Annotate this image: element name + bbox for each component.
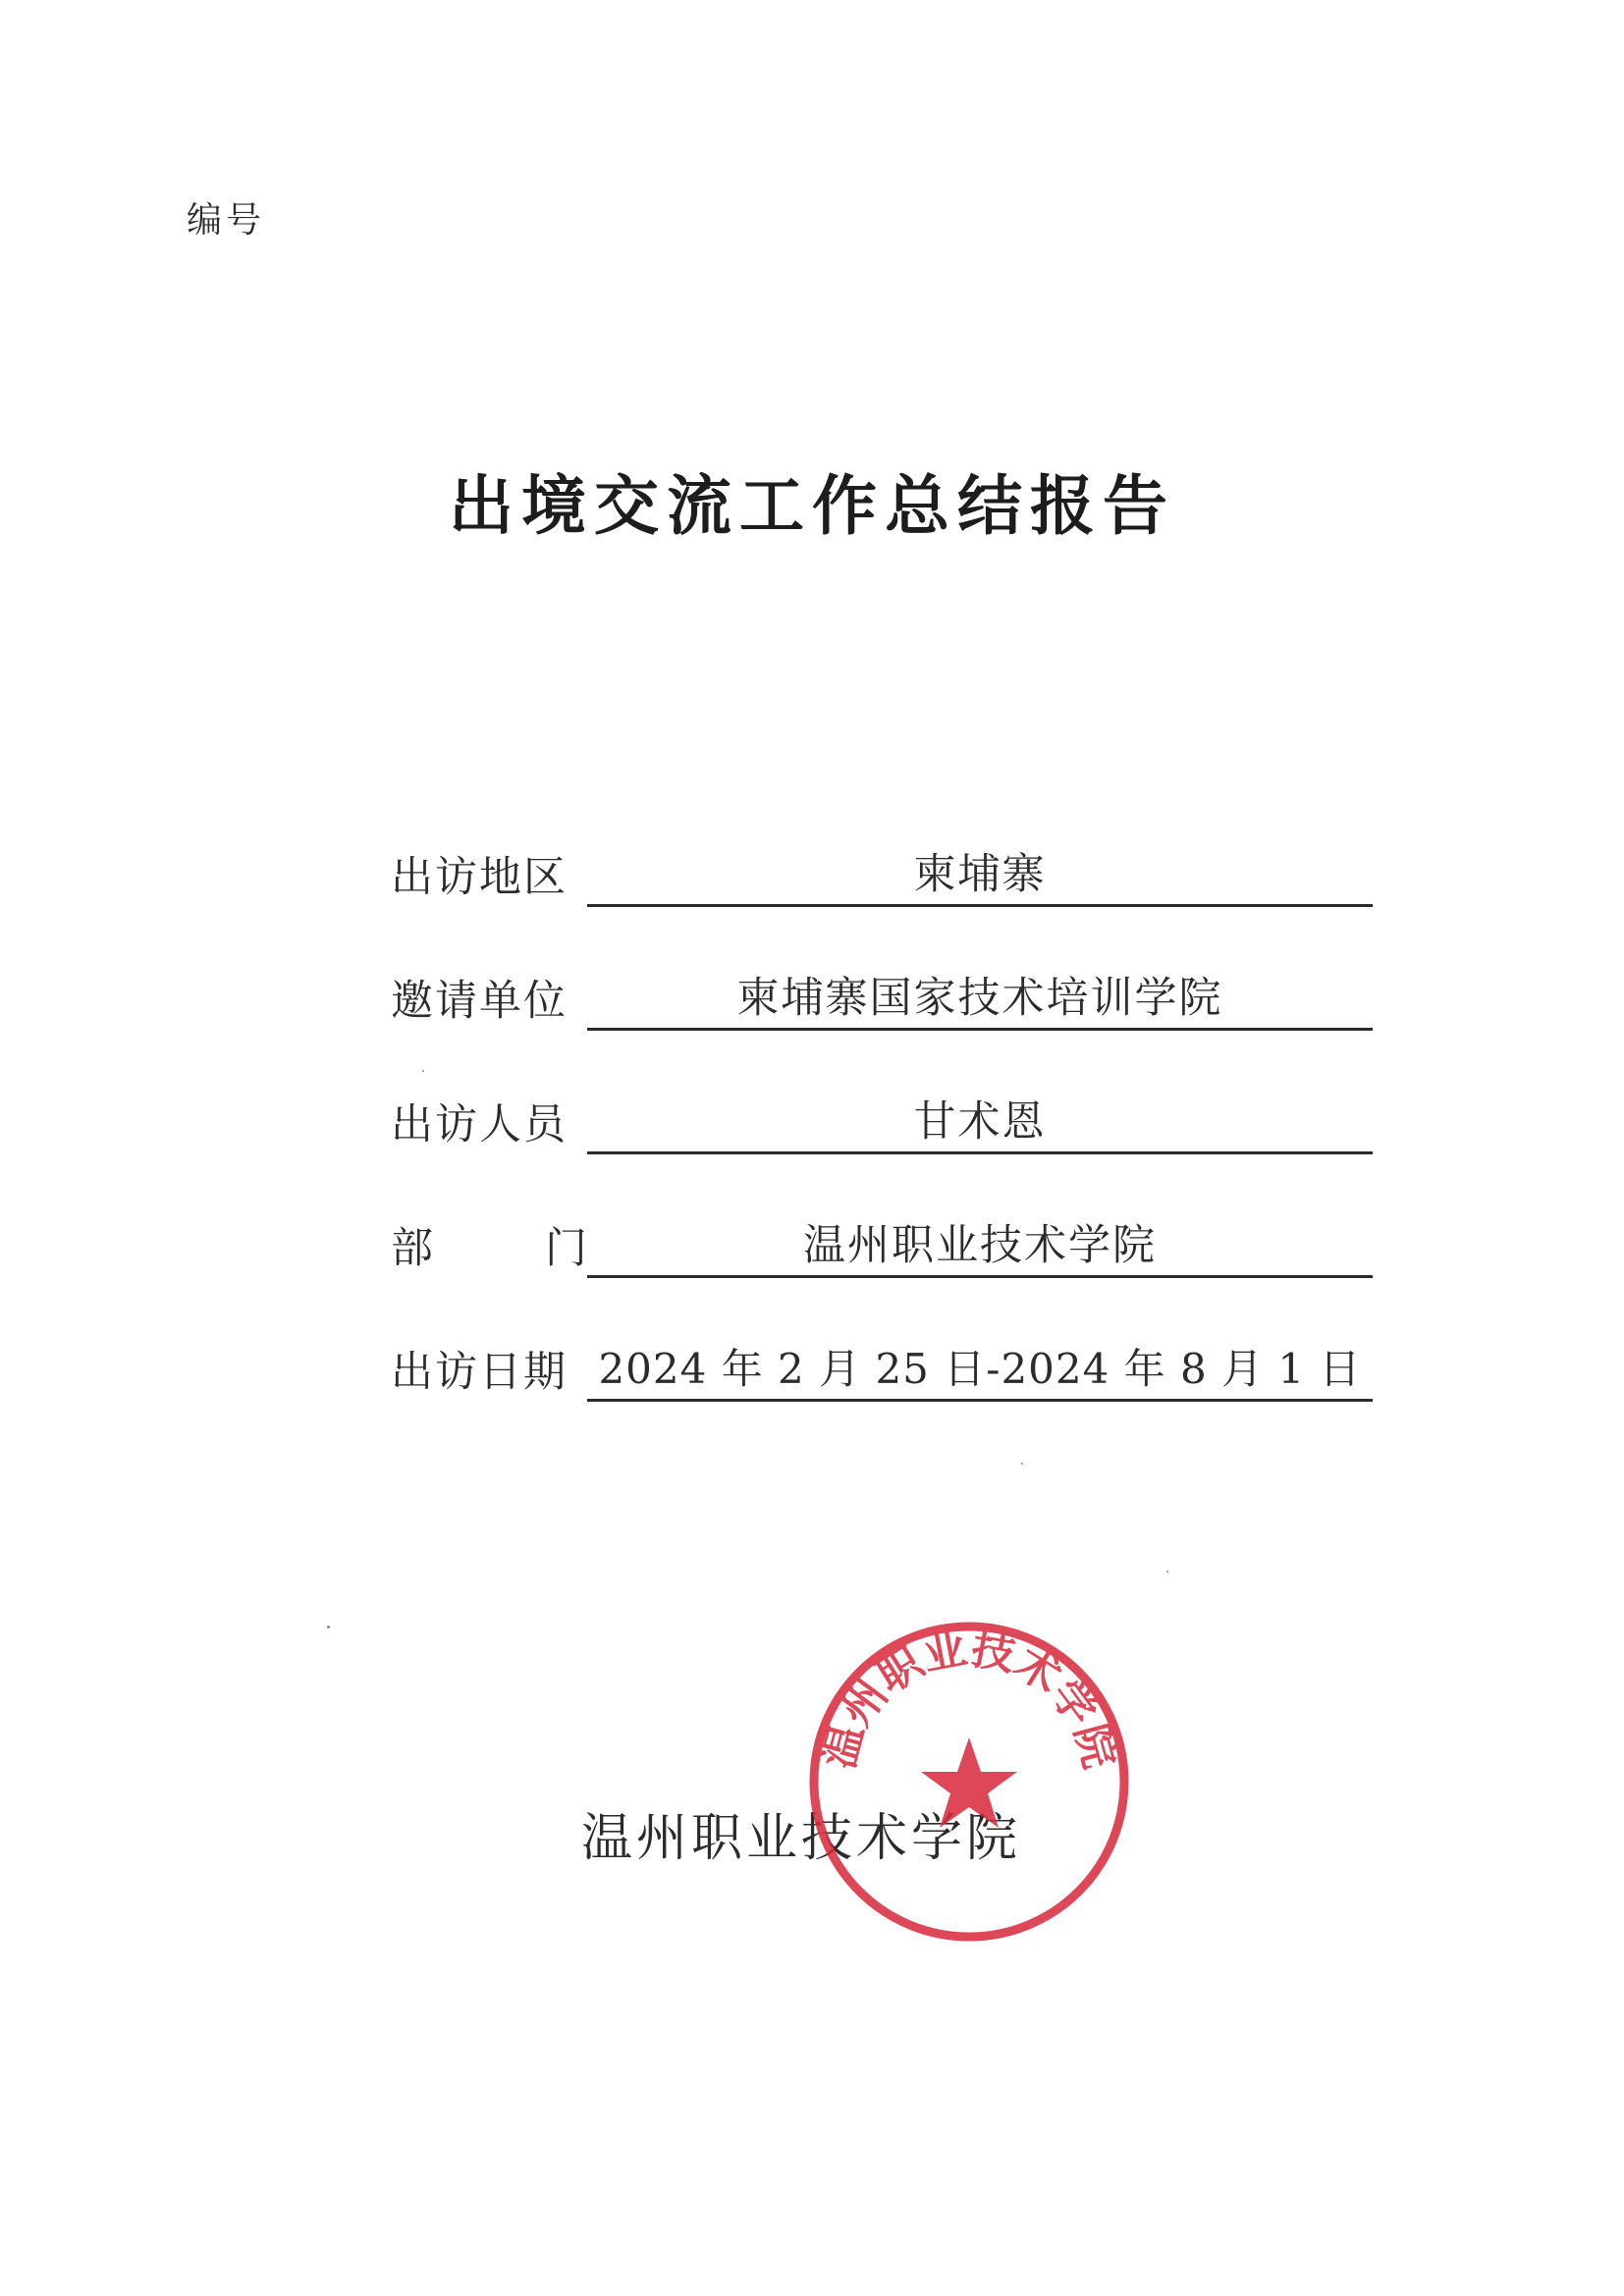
field-row-dates bbox=[391, 1339, 1373, 1402]
field-value-department: 温州职业技术学院 bbox=[587, 1218, 1373, 1278]
document-title: 出境交流工作总结报告 bbox=[449, 467, 1175, 544]
field-label-host: 邀请单位 bbox=[391, 977, 568, 1026]
field-value-visitor: 甘术恩 bbox=[587, 1095, 1373, 1154]
field-label-department bbox=[391, 1219, 587, 1278]
field-label-visitor: 出访人员 bbox=[391, 1100, 568, 1149]
scan-speck bbox=[1166, 1571, 1168, 1573]
field-label-region: 出访地区 bbox=[391, 853, 568, 902]
field-value-dates: 2024 年 2 月 25 日-2024 年 8 月 1 日 bbox=[587, 1342, 1373, 1402]
field-row-region bbox=[391, 844, 1373, 907]
field-label-dates: 出访日期 bbox=[391, 1348, 568, 1397]
field-value-host: 柬埔寨国家技术培训学院 bbox=[587, 971, 1373, 1031]
serial-number-label: 编号 bbox=[187, 200, 266, 240]
field-row-department bbox=[391, 1215, 1373, 1278]
field-label-department-char-2: 门 bbox=[545, 1224, 587, 1273]
scan-speck bbox=[327, 1626, 330, 1629]
seal-star-icon bbox=[921, 1737, 1017, 1828]
field-row-host bbox=[391, 968, 1373, 1031]
field-label-department-char-1: 部 bbox=[391, 1224, 433, 1273]
seal-text: 温州职业技术学院 bbox=[813, 1624, 1125, 1774]
issuing-organization: 温州职业技术学院 bbox=[581, 1809, 1022, 1868]
official-seal-icon bbox=[807, 1620, 1131, 1944]
scan-speck bbox=[422, 1070, 424, 1072]
field-value-region: 柬埔寨 bbox=[587, 847, 1373, 907]
scan-speck bbox=[1021, 1463, 1023, 1465]
field-row-visitor bbox=[391, 1092, 1373, 1154]
